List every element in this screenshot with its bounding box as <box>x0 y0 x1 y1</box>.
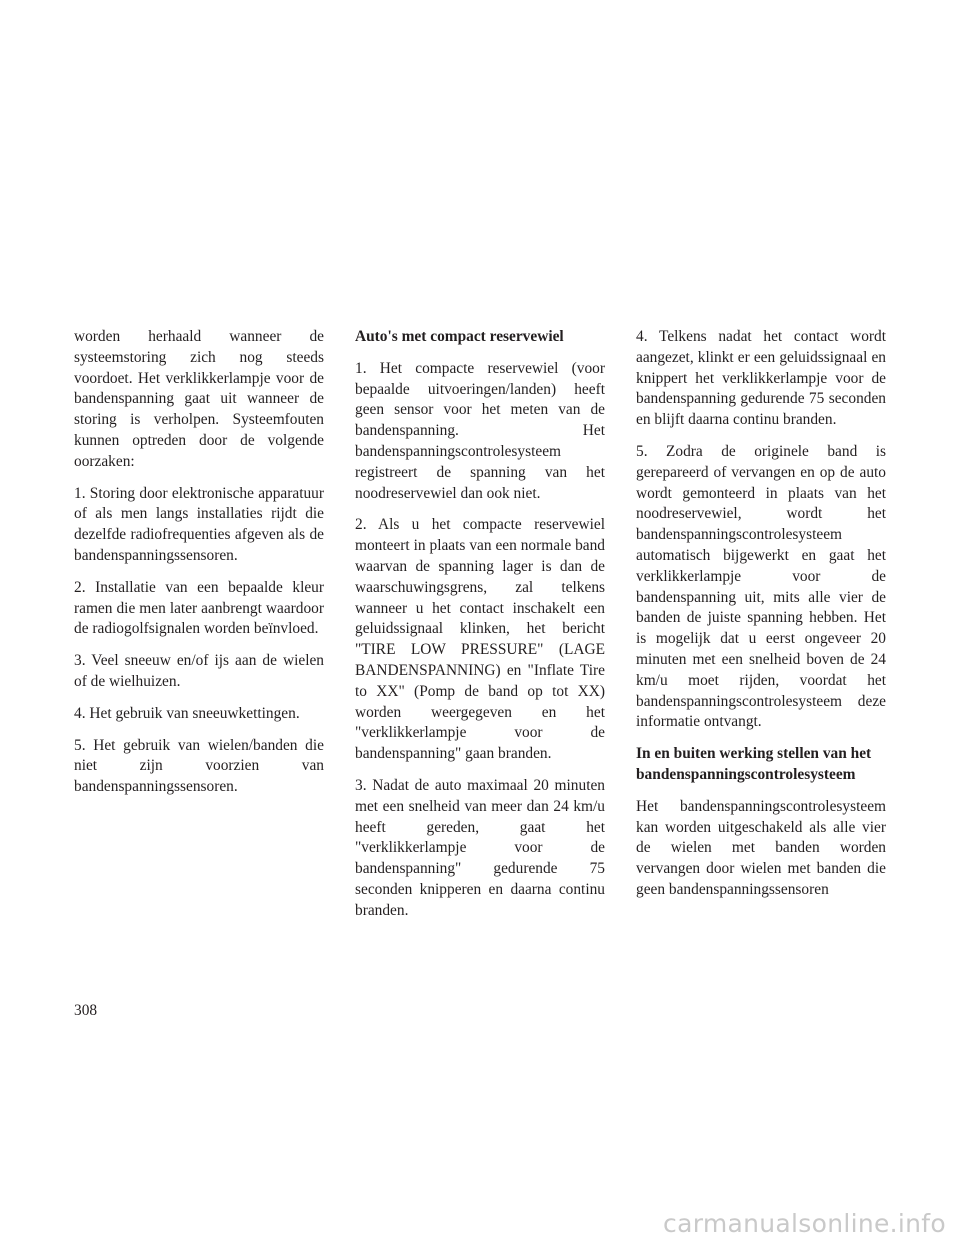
list-item: 2. Als u het compacte reservewiel monteert in plaats van een normale band waarvan de spanning lager is dan de waarschuwingsgrens, zal telkens wanneer u het contact inschakelt een geluidssignaal klinken, het bericht "TIRE LOW PRESSURE" (LAGE BANDENSPANNING) en "Inflate Tire to XX" (Pomp de band op tot XX) worden weergegeven en het "verklikkerlampje voor de bandenspanning" gaan branden. <box>355 516 605 763</box>
text-column-1 <box>74 327 324 809</box>
section-heading: In en buiten werking stellen van het bandenspanningscontrolesysteem <box>636 745 872 783</box>
page-number: 308 <box>74 1002 98 1019</box>
list-item: 4. Het gebruik van sneeuwkettingen. <box>74 704 300 722</box>
paragraph: Het bandenspanningscontrolesysteem kan worden uitgeschakeld als alle vier de wielen met banden worden vervangen door wielen met banden die geen bandenspanningssensoren <box>636 797 886 898</box>
watermark: carmanualsonline.info <box>663 1209 946 1238</box>
list-item: 2. Installatie van een bepaalde kleur ramen die men later aanbrengt waardoor de radiogolfsignalen worden beïnvloed. <box>74 578 324 638</box>
list-item: 4. Telkens nadat het contact wordt aangezet, klinkt er een geluidssignaal en knippert het verklikkerlampje voor de bandenspanning gedurende 75 seconden en blijft daarna continu branden. <box>636 328 886 429</box>
list-item: 3. Nadat de auto maximaal 20 minuten met een snelheid van meer dan 24 km/u heeft gereden, gaat het "verklikkerlampje voor de bandenspanning" gedurende 75 seconden knipperen en daarna continu branden. <box>355 776 605 919</box>
list-item: 5. Het gebruik van wielen/banden die niet zijn voorzien van bandenspanningssensoren. <box>74 736 324 796</box>
list-item: 5. Zodra de originele band is gerepareerd of vervangen en op de auto wordt gemonteerd in plaats van het noodreservewiel, wordt het bandenspanningscontrolesysteem automatisch bijgewerkt en gaat het verklikkerlampje voor de bandenspanning uit, mits alle vier de banden de juiste spanning hebben. Het is mogelijk dat u eerst ongeveer 20 minuten met een snelheid boven de 24 km/u moet rijden, voordat het bandenspanningscontrolesysteem deze informatie ontvangt. <box>636 442 886 731</box>
list-item: 1. Het compacte reservewiel (voor bepaalde uitvoeringen/landen) heeft geen sensor voor het meten van de bandenspanning. Het bandenspanningscontrolesysteem registreert de spanning van het noodreservewiel dan ook niet. <box>355 359 605 502</box>
text-column-3 <box>636 327 886 912</box>
text-column-2 <box>355 327 605 933</box>
section-heading: Auto's met compact reservewiel <box>355 328 564 345</box>
list-item: 3. Veel sneeuw en/of ijs aan de wielen of de wielhuizen. <box>74 652 324 690</box>
paragraph: worden herhaald wanneer de systeemstoring zich nog steeds voordoet. Het verklikkerlampje voor de bandenspanning gaat uit wanneer de storing is verholpen. Systeemfouten kunnen optreden door de volgende oorzaken: <box>74 328 324 470</box>
list-item: 1. Storing door elektronische apparatuur of als men langs installaties rijdt die dezelfde radiofrequenties afgeven als de bandenspanningssensoren. <box>74 484 324 564</box>
